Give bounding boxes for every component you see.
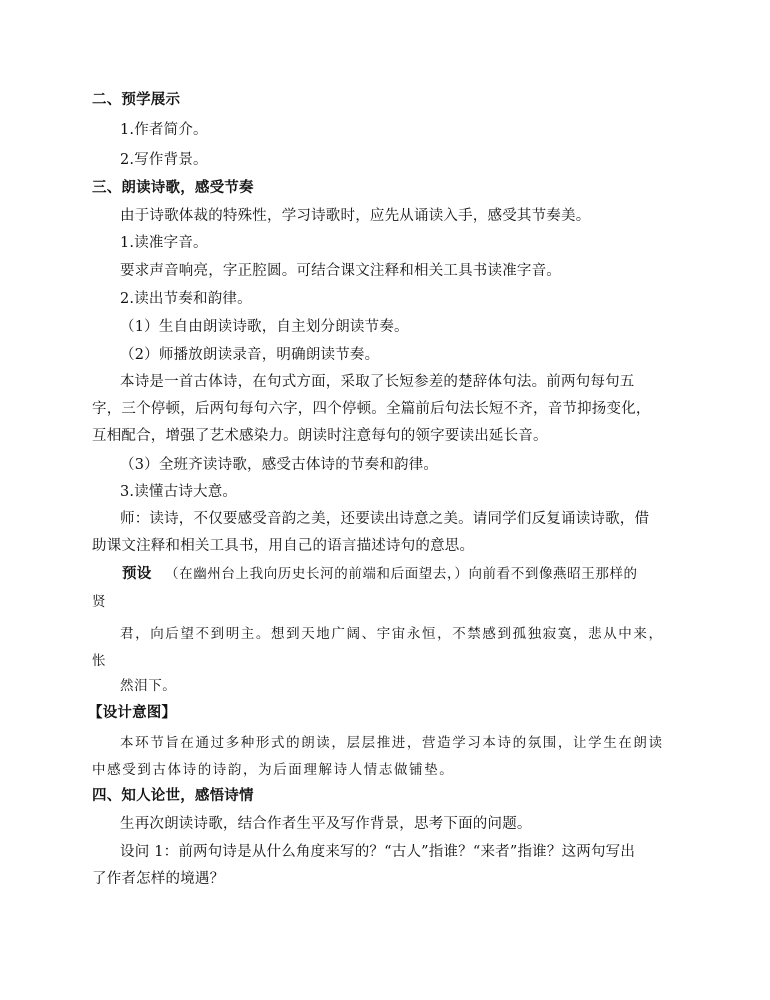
step-title-rhythm: 2.读出节奏和韵律。 [120, 291, 252, 307]
step-rhythm-b: （2）师播放朗读录音，明确朗读节奏。 [120, 347, 380, 363]
preset-text-line-4: 怅 [92, 653, 107, 669]
preset-text-line-2: 贤 [92, 594, 107, 610]
step-rhythm-a: （1）生自由朗读诗歌，自主划分朗读节奏。 [120, 319, 409, 335]
section-heading-preview: 二、预学展示 [92, 91, 181, 108]
paragraph-teacher-line-1: 师：读诗，不仅要感受音韵之美，还要读出诗意之美。请同学们反复诵读诗歌，借 [120, 511, 650, 527]
paragraph-pronunciation: 要求声音响亮，字正腔圆。可结合课文注释和相关工具书读准字音。 [120, 263, 561, 279]
paragraph-context-intro: 生再次朗读诗歌，结合作者生平及写作背景，思考下面的问题。 [120, 816, 532, 832]
preset-text-line-5: 然泪下。 [120, 678, 177, 694]
paragraph-analysis-line-3: 互相配合，增强了艺术感染力。朗读时注意每句的领字要读出延长音。 [92, 428, 548, 444]
step-title-pronunciation: 1.读准字音。 [120, 235, 208, 251]
design-intent-line-1: 本环节旨在通过多种形式的朗读，层层推进，营造学习本诗的氛围，让学生在朗读 [120, 735, 664, 751]
list-item-background: 2.写作背景。 [120, 152, 208, 168]
paragraph-analysis-line-1: 本诗是一首古体诗，在句式方面，采取了长短参差的楚辞体句法。前两句每句五 [120, 374, 635, 390]
design-intent-line-2: 中感受到古体诗的诗韵，为后面理解诗人情志做铺垫。 [92, 762, 455, 778]
list-item-author-intro: 1.作者简介。 [120, 122, 208, 138]
paragraph-teacher-line-2: 助课文注释和相关工具书，用自己的语言描述诗句的意思。 [92, 538, 475, 554]
question-1-line-2: 了作者怎样的境遇？ [92, 871, 225, 887]
preset-label: 预设 [122, 565, 152, 582]
preset-text-line-3: 君，向后望不到明主。想到天地广阔、宇宙永恒，不禁感到孤独寂寞，悲从中来， [120, 626, 664, 642]
question-1-line-1: 设问 1：前两句诗是从什么角度来写的？“古人”指谁？“来者”指谁？这两句写出 [120, 844, 636, 860]
design-intent-heading: 【设计意图】 [88, 704, 177, 721]
preset-text-line-1: （在幽州台上我向历史长河的前端和后面望去，）向前看不到像燕昭王那样的 [165, 566, 638, 582]
paragraph-reading-intro: 由于诗歌体裁的特殊性，学习诗歌时，应先从诵读入手，感受其节奏美。 [120, 208, 591, 224]
step-title-meaning: 3.读懂古诗大意。 [120, 484, 238, 500]
paragraph-analysis-line-2: 字，三个停顿，后两句每句六字，四个停顿。全篇前后句法长短不齐，音节抑扬变化， [92, 401, 651, 417]
section-heading-context: 四、知人论世，感悟诗情 [92, 787, 254, 804]
step-rhythm-c: （3）全班齐读诗歌，感受古体诗的节奏和韵律。 [120, 457, 439, 473]
section-heading-reading: 三、朗读诗歌，感受节奏 [92, 179, 254, 196]
